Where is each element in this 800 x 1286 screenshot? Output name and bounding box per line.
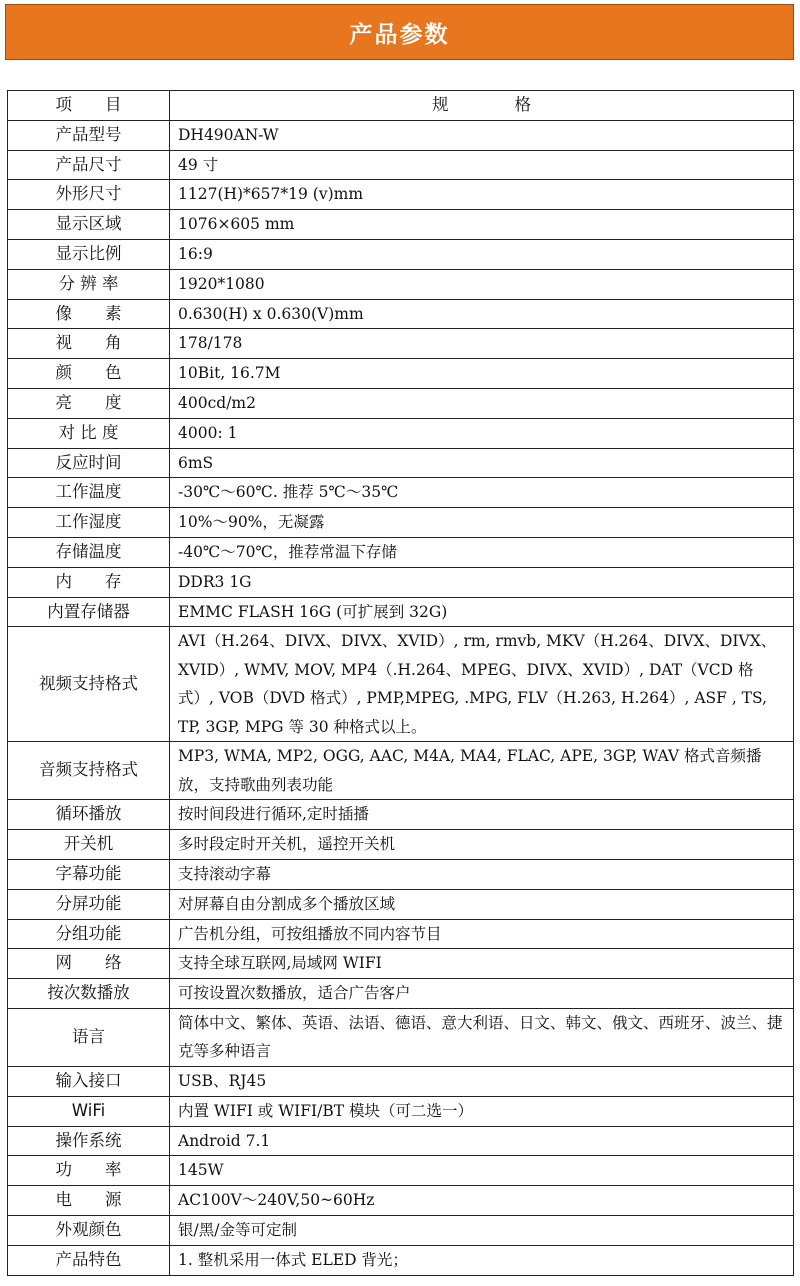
table-row (8, 1096, 794, 1126)
spec-label: 工作温度 (8, 478, 170, 508)
table-row (8, 478, 794, 508)
spec-value: 1. 整机采用一体式 ELED 背光； (170, 1245, 794, 1275)
spec-value: 6mS (170, 448, 794, 478)
spec-label: 电 源 (8, 1186, 170, 1216)
table-row (8, 239, 794, 269)
table-row (8, 830, 794, 860)
table-row (8, 889, 794, 919)
section-banner (5, 4, 794, 60)
spec-label: 开关机 (8, 830, 170, 860)
spec-label: 功 率 (8, 1156, 170, 1186)
table-row (8, 299, 794, 329)
spec-value: 1920*1080 (170, 269, 794, 299)
table-row (8, 508, 794, 538)
table-row (8, 627, 794, 742)
spec-value: 多时段定时开关机，遥控开关机 (170, 830, 794, 860)
spec-value: 10%～90%，无凝露 (170, 508, 794, 538)
spec-value: 49 寸 (170, 150, 794, 180)
table-row (8, 567, 794, 597)
table-row (8, 120, 794, 150)
spec-value: MP3, WMA, MP2, OGG, AAC, M4A, MA4, FLAC, APE, 3GP, WAV 格式音频播放，支持歌曲列表功能 (170, 742, 794, 800)
table-row (8, 949, 794, 979)
table-row (8, 448, 794, 478)
spec-label: 循环播放 (8, 800, 170, 830)
header-spec: 规 格 (170, 91, 794, 121)
spec-value: 银/黑/金等可定制 (170, 1215, 794, 1245)
spec-label: 字幕功能 (8, 859, 170, 889)
banner-title: 产品参数 (349, 21, 450, 48)
table-row (8, 150, 794, 180)
table-row (8, 800, 794, 830)
spec-value: 178/178 (170, 329, 794, 359)
spec-label: 产品特色 (8, 1245, 170, 1275)
spec-value: 按时间段进行循环,定时插播 (170, 800, 794, 830)
spec-value: 1076×605 mm (170, 210, 794, 240)
spec-label: 显示区域 (8, 210, 170, 240)
spec-value: Android 7.1 (170, 1126, 794, 1156)
header-item: 项 目 (8, 91, 170, 121)
spec-label: 分组功能 (8, 919, 170, 949)
spec-label: 语言 (8, 1008, 170, 1066)
spec-label: 视 角 (8, 329, 170, 359)
spec-value: -40℃～70℃，推荐常温下存储 (170, 537, 794, 567)
table-row (8, 359, 794, 389)
spec-value: AVI（H.264、DIVX、DIVX、XVID）, rm, rmvb, MKV（H.264、DIVX、DIVX、XVID）, WMV, MOV, MP4（.H.264、MPEG、DIVX、XVID）, DAT（VCD 格式）, VOB（DVD 格式）, PMP,MPEG, .MPG, FLV（H.263, H.264）, ASF , TS, TP, 3GP, MPG 等 30 种格式以上。 (170, 627, 794, 742)
spec-label: 网 络 (8, 949, 170, 979)
table-row (8, 210, 794, 240)
table-row (8, 919, 794, 949)
spec-value: -30℃～60℃. 推荐 5℃～35℃ (170, 478, 794, 508)
spec-label: 反应时间 (8, 448, 170, 478)
spec-label: 内 存 (8, 567, 170, 597)
table-header-row (8, 91, 794, 121)
spec-value: 10Bit, 16.7M (170, 359, 794, 389)
table-row (8, 1126, 794, 1156)
table-row (8, 329, 794, 359)
table-row (8, 1245, 794, 1275)
spec-label: 产品尺寸 (8, 150, 170, 180)
spec-label: 按次数播放 (8, 979, 170, 1009)
spec-label: 工作湿度 (8, 508, 170, 538)
spec-value: EMMC FLASH 16G (可扩展到 32G) (170, 597, 794, 627)
spec-label: 操作系统 (8, 1126, 170, 1156)
table-row (8, 537, 794, 567)
spec-value: 支持滚动字幕 (170, 859, 794, 889)
spec-value: 支持全球互联网,局域网 WIFI (170, 949, 794, 979)
spec-label: 像 素 (8, 299, 170, 329)
spec-label: 颜 色 (8, 359, 170, 389)
table-row (8, 597, 794, 627)
spec-value: 1127(H)*657*19 (v)mm (170, 180, 794, 210)
spec-value: 可按设置次数播放，适合广告客户 (170, 979, 794, 1009)
table-row (8, 388, 794, 418)
table-row (8, 859, 794, 889)
spec-value: 广告机分组，可按组播放不同内容节目 (170, 919, 794, 949)
table-row (8, 1186, 794, 1216)
spec-value: DH490AN-W (170, 120, 794, 150)
spec-value: 0.630(H) x 0.630(V)mm (170, 299, 794, 329)
spec-value: 简体中文、繁体、英语、法语、德语、意大利语、日文、韩文、俄文、西班牙、波兰、捷克等多种语言 (170, 1008, 794, 1066)
table-row (8, 1066, 794, 1096)
spec-value: 145W (170, 1156, 794, 1186)
spec-label: 存储温度 (8, 537, 170, 567)
spec-label: 产品型号 (8, 120, 170, 150)
spec-label: 分屏功能 (8, 889, 170, 919)
spec-value: 内置 WIFI 或 WIFI/BT 模块（可二选一） (170, 1096, 794, 1126)
table-row (8, 180, 794, 210)
spec-label: 外形尺寸 (8, 180, 170, 210)
spec-label: 分 辨 率 (8, 269, 170, 299)
table-row (8, 418, 794, 448)
spec-label: 对 比 度 (8, 418, 170, 448)
table-row (8, 742, 794, 800)
table-row (8, 269, 794, 299)
table-row (8, 979, 794, 1009)
spec-label: 输入接口 (8, 1066, 170, 1096)
spec-label: 外观颜色 (8, 1215, 170, 1245)
spec-value: 对屏幕自由分割成多个播放区域 (170, 889, 794, 919)
table-row (8, 1156, 794, 1186)
spec-label: 内置存储器 (8, 597, 170, 627)
spec-label: WiFi (8, 1096, 170, 1126)
spec-value: AC100V～240V,50~60Hz (170, 1186, 794, 1216)
table-row (8, 1008, 794, 1066)
spec-value: DDR3 1G (170, 567, 794, 597)
spec-value: 16:9 (170, 239, 794, 269)
spec-value: USB、RJ45 (170, 1066, 794, 1096)
spec-value: 400cd/m2 (170, 388, 794, 418)
table-row (8, 1215, 794, 1245)
spec-label: 音频支持格式 (8, 742, 170, 800)
spec-value: 4000: 1 (170, 418, 794, 448)
spec-table (7, 90, 794, 1276)
spec-label: 亮 度 (8, 388, 170, 418)
spec-label: 显示比例 (8, 239, 170, 269)
spec-label: 视频支持格式 (8, 627, 170, 742)
